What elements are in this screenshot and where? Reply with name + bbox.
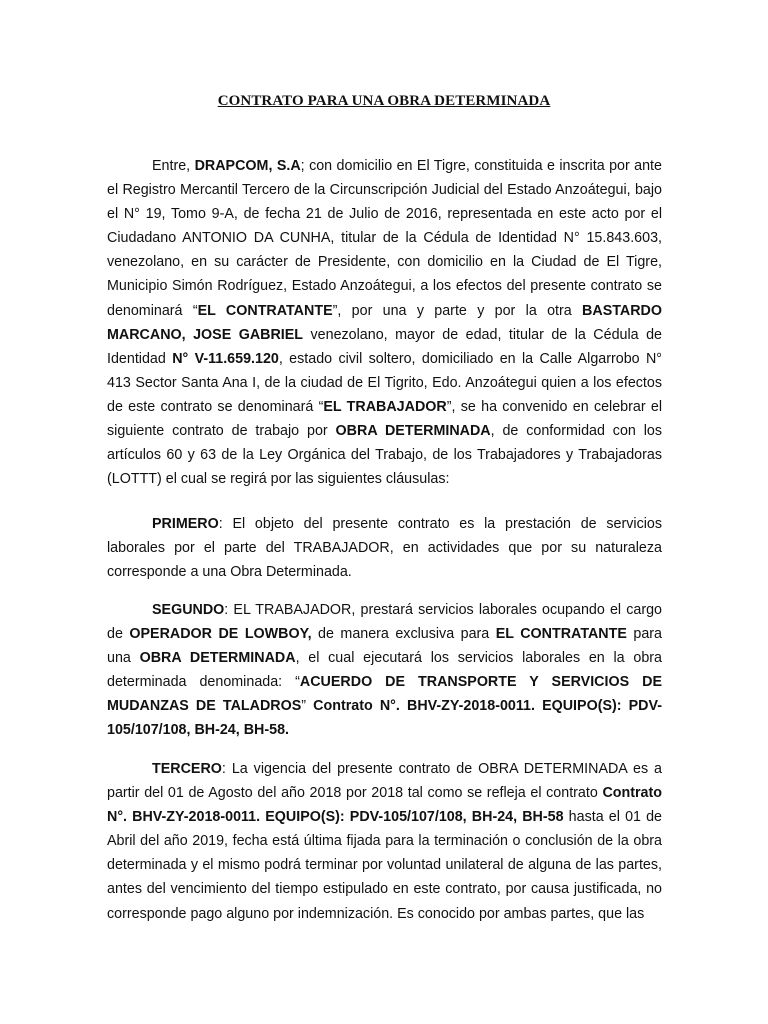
- bold-text-segment: PRIMERO: [152, 516, 219, 532]
- bold-text-segment: SEGUNDO: [152, 602, 225, 618]
- text-segment: Entre,: [152, 158, 195, 174]
- text-segment: hasta el 01 de Abril del año 2019, fecha está última fijada para la terminación o conclusión de la obra determinada y el mismo podrá terminar por voluntad unilateral de alguna de las partes, antes del vencimiento del tiempo estipulado en este contrato, por causa justificada, no corresponde pago alguno por indemnización. Es conocido por ambas partes, que las: [107, 809, 663, 922]
- bold-text-segment: BASTARDO MARCANO, JOSE GABRIEL: [107, 302, 662, 343]
- paragraph-text: [107, 154, 662, 491]
- text-segment: de manera exclusiva para: [311, 626, 496, 643]
- text-segment: ”, se ha convenido en celebrar el siguiente contrato de trabajo por: [107, 398, 663, 440]
- text-segment: : La vigencia del presente contrato de OBRA DETERMINADA es a partir del 01 de Agosto del año 2018 por 2018 tal como se refleja el contrato: [107, 761, 662, 802]
- paragraph-intro: [107, 154, 662, 491]
- text-segment: , el cual ejecutará los servicios laborales en la obra determinada denominada: “: [107, 650, 662, 691]
- bold-text-segment: DRAPCOM, S.A: [194, 158, 301, 174]
- text-segment: : El objeto del presente contrato es la prestación de servicios laborales por el parte del TRABAJADOR, en actividades que por su naturaleza corresponde a una Obra Determinada.: [107, 516, 662, 581]
- text-segment: , estado civil soltero, domiciliado en la Calle Algarrobo N° 413 Sector Santa Ana I, de la ciudad de El Tigrito, Edo. Anzoátegui quien a los efectos de este contrato se denominará “: [107, 350, 662, 415]
- text-segment: venezolano, mayor de edad, titular de la Cédula de Identidad: [107, 326, 662, 367]
- document-title: CONTRATO PARA UNA OBRA DETERMINADA: [217, 93, 551, 109]
- text-segment: ”: [301, 698, 314, 715]
- bold-text-segment: EL CONTRATANTE: [495, 626, 627, 643]
- bold-text-segment: ACUERDO DE TRANSPORTE Y SERVICIOS DE MUDANZAS DE TALADROS: [107, 674, 662, 715]
- paragraph-segundo: [107, 598, 662, 743]
- paragraph-text: [107, 598, 662, 743]
- text-segment: para una: [107, 626, 662, 667]
- text-segment: ; con domicilio en El Tigre, constituida e inscrita por ante el Registro Mercantil Tercero de la Circunscripción Judicial del Estado Anzoátegui, bajo el N° 19, Tomo 9-A, de fecha 21 de Julio de 2016, representada en este acto por el Ciudadano ANTONIO DA CUNHA, titular de la Cédula de Identidad N° 15.843.603, venezolano, en su carácter de Presidente, con domicilio en la Ciudad de El Tigre, Municipio Simón Rodríguez, Estado Anzoátegui, a los efectos del presente contrato se denominará “: [107, 158, 662, 319]
- bold-text-segment: EL CONTRATANTE: [197, 302, 333, 319]
- paragraph-text: [107, 757, 662, 926]
- bold-text-segment: OBRA DETERMINADA: [335, 423, 491, 440]
- text-segment: ”, por una y parte y por la otra: [332, 302, 583, 319]
- bold-text-segment: N° V-11.659.120: [172, 350, 279, 367]
- bold-text-segment: Contrato N°. BHV-ZY-2018-0011. EQUIPO(S): PDV-105/107/108, BH-24, BH-58.: [107, 698, 663, 739]
- text-segment: , de conformidad con los artículos 60 y 63 de la Ley Orgánica del Trabajo, de los Trabajadores y Trabajadoras (LOTTT) el cual se regirá por las siguientes cláusulas:: [107, 423, 663, 488]
- bold-text-segment: Contrato N°. BHV-ZY-2018-0011. EQUIPO(S): PDV-105/107/108, BH-24, BH-58: [107, 785, 662, 826]
- bold-text-segment: EL TRABAJADOR: [323, 398, 447, 415]
- bold-text-segment: OBRA DETERMINADA: [139, 650, 296, 667]
- bold-text-segment: OPERADOR DE LOWBOY,: [129, 626, 312, 643]
- text-segment: : EL TRABAJADOR, prestará servicios laborales ocupando el cargo de: [107, 602, 662, 643]
- paragraph-text: [107, 512, 662, 584]
- paragraph-primero: [107, 512, 662, 584]
- bold-text-segment: TERCERO: [152, 761, 222, 777]
- paragraph-tercero: [107, 757, 662, 926]
